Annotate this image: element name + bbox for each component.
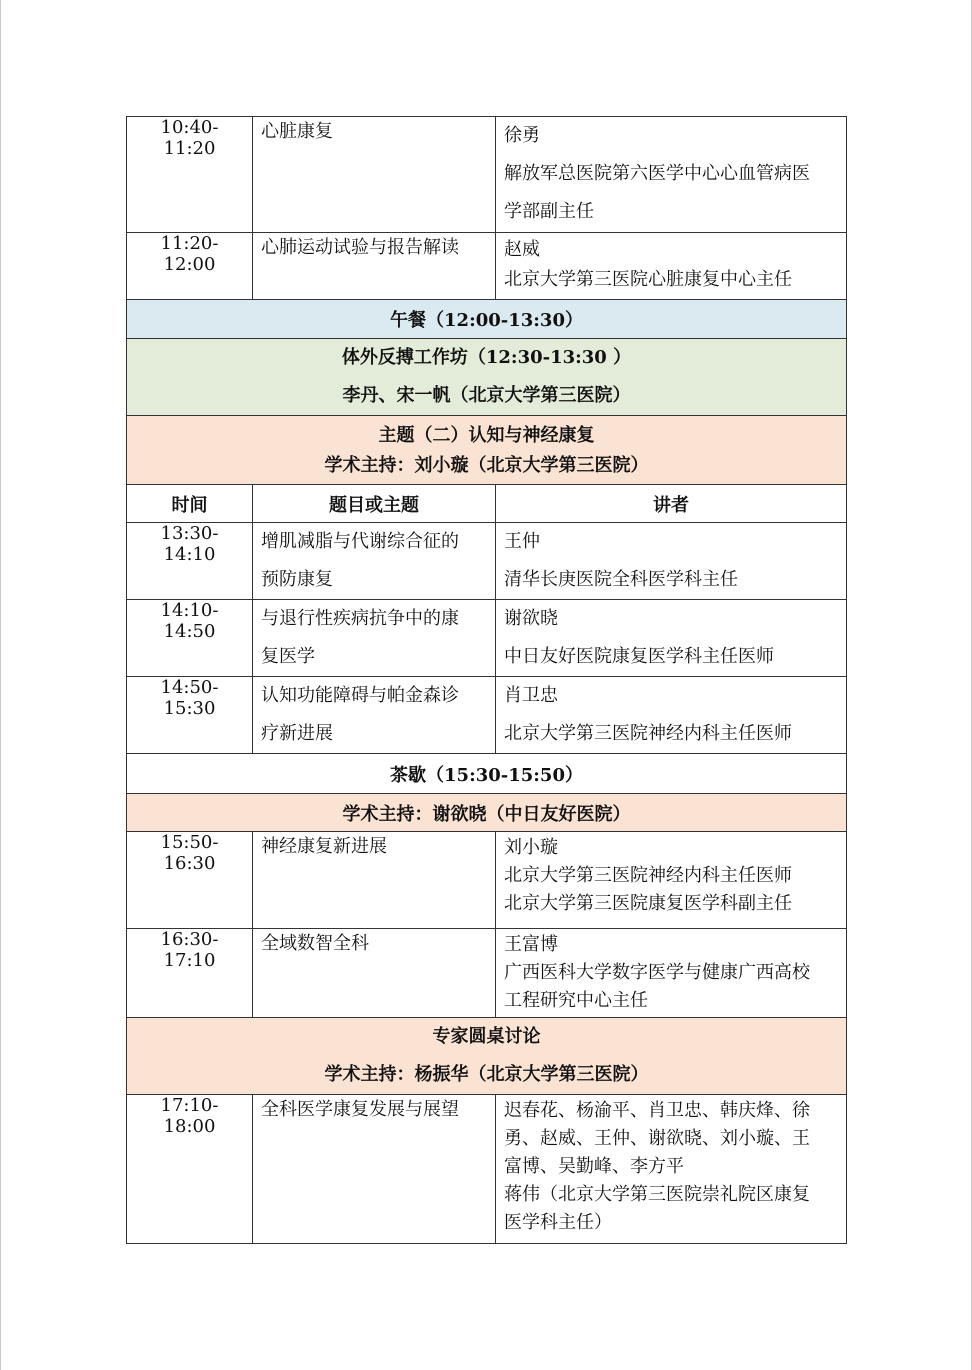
panelists-line: 富博、吴勤峰、李方平 xyxy=(504,1156,684,1177)
tea-break-row xyxy=(127,754,847,794)
speaker-affiliation: 北京大学第三医院康复医学科副主任 xyxy=(504,893,792,914)
roundtable-title: 专家圆桌讨论 xyxy=(432,1026,541,1047)
speaker-name: 刘小璇 xyxy=(504,837,558,858)
lunch-row xyxy=(127,300,847,339)
theme-row xyxy=(127,416,847,485)
table-row xyxy=(127,929,847,1018)
table-row xyxy=(127,117,847,233)
table-row xyxy=(127,600,847,677)
topic-cell xyxy=(253,233,496,300)
tea-break-banner: 茶歇（15:30-15:50） xyxy=(127,754,847,794)
topic-line: 与退行性疾病抗争中的康 xyxy=(261,608,459,629)
topic-line: 全科医学康复发展与展望 xyxy=(261,1099,459,1120)
workshop-banner xyxy=(127,339,847,416)
theme-title: 主题（二）认知与神经康复 xyxy=(378,425,595,446)
speaker-affiliation: 中日友好医院康复医学科主任医师 xyxy=(504,646,774,667)
panelists-line: 蒋伟（北京大学第三医院崇礼院区康复 xyxy=(504,1184,810,1205)
topic-cell xyxy=(253,117,496,233)
table-row xyxy=(127,1095,847,1244)
header-time: 时间 xyxy=(127,485,253,523)
time-cell: 15:50-16:30 xyxy=(127,832,253,929)
speaker-affiliation: 学部副主任 xyxy=(504,201,594,222)
topic-line: 疗新进展 xyxy=(261,723,333,744)
speaker-name: 赵威 xyxy=(504,239,540,260)
theme-chair: 学术主持：刘小璇（北京大学第三医院） xyxy=(324,455,649,476)
topic-cell xyxy=(253,600,496,677)
topic-line: 认知功能障碍与帕金森诊 xyxy=(261,685,459,706)
topic-cell xyxy=(253,1095,496,1244)
workshop-hosts: 李丹、宋一帆（北京大学第三医院） xyxy=(342,385,631,406)
lunch-banner: 午餐（12:00-13:30） xyxy=(127,300,847,339)
topic-line: 全域数智全科 xyxy=(261,933,369,954)
speaker-cell xyxy=(496,523,847,600)
time-cell: 14:50-15:30 xyxy=(127,677,253,754)
speaker-cell xyxy=(496,1095,847,1244)
roundtable-row xyxy=(127,1018,847,1095)
topic-line: 心脏康复 xyxy=(261,121,333,142)
schedule-table xyxy=(126,116,847,1244)
table-row xyxy=(127,677,847,754)
roundtable-banner xyxy=(127,1018,847,1095)
speaker-affiliation: 工程研究中心主任 xyxy=(504,990,648,1011)
speaker-affiliation: 广西医科大学数字医学与健康广西高校 xyxy=(504,962,810,983)
header-speaker: 讲者 xyxy=(496,485,847,523)
speaker-cell xyxy=(496,929,847,1018)
speaker-cell xyxy=(496,600,847,677)
topic-cell xyxy=(253,523,496,600)
panelists-line: 医学科主任） xyxy=(504,1212,612,1233)
topic-cell xyxy=(253,677,496,754)
speaker-cell xyxy=(496,677,847,754)
header-topic: 题目或主题 xyxy=(253,485,496,523)
panelists-line: 迟春花、杨渝平、肖卫忠、韩庆烽、徐 xyxy=(504,1100,810,1121)
speaker-cell xyxy=(496,117,847,233)
speaker-name: 王仲 xyxy=(504,531,540,552)
time-cell: 11:20-12:00 xyxy=(127,233,253,300)
speaker-name: 谢欲晓 xyxy=(504,608,558,629)
topic-cell xyxy=(253,929,496,1018)
chair-row xyxy=(127,794,847,832)
topic-line: 神经康复新进展 xyxy=(261,836,387,857)
panelists-line: 勇、赵威、王仲、谢欲晓、刘小璇、王 xyxy=(504,1128,810,1149)
topic-line: 预防康复 xyxy=(261,569,333,590)
topic-cell xyxy=(253,832,496,929)
speaker-cell xyxy=(496,832,847,929)
workshop-title: 体外反搏工作坊（12:30-13:30 ） xyxy=(341,347,632,368)
speaker-affiliation: 清华长庚医院全科医学科主任 xyxy=(504,569,738,590)
time-cell: 17:10-18:00 xyxy=(127,1095,253,1244)
time-cell: 13:30-14:10 xyxy=(127,523,253,600)
topic-line: 复医学 xyxy=(261,646,315,667)
roundtable-chair: 学术主持：杨振华（北京大学第三医院） xyxy=(324,1064,649,1085)
table-row xyxy=(127,523,847,600)
speaker-affiliation: 解放军总医院第六医学中心心血管病医 xyxy=(504,163,810,184)
workshop-row xyxy=(127,339,847,416)
theme-banner xyxy=(127,416,847,485)
chair-banner: 学术主持：谢欲晓（中日友好医院） xyxy=(127,794,847,832)
time-cell: 10:40-11:20 xyxy=(127,117,253,233)
speaker-name: 王富博 xyxy=(504,934,558,955)
time-cell: 14:10-14:50 xyxy=(127,600,253,677)
page-border-left xyxy=(0,0,1,1370)
topic-line: 增肌减脂与代谢综合征的 xyxy=(261,531,459,552)
speaker-cell xyxy=(496,233,847,300)
topic-line: 心肺运动试验与报告解读 xyxy=(261,237,459,258)
speaker-affiliation: 北京大学第三医院心脏康复中心主任 xyxy=(504,269,792,290)
speaker-affiliation: 北京大学第三医院神经内科主任医师 xyxy=(504,865,792,886)
time-cell: 16:30-17:10 xyxy=(127,929,253,1018)
speaker-name: 肖卫忠 xyxy=(504,685,558,706)
speaker-name: 徐勇 xyxy=(504,125,540,146)
table-row xyxy=(127,832,847,929)
speaker-affiliation: 北京大学第三医院神经内科主任医师 xyxy=(504,723,792,744)
header-row xyxy=(127,485,847,523)
table-row xyxy=(127,233,847,300)
